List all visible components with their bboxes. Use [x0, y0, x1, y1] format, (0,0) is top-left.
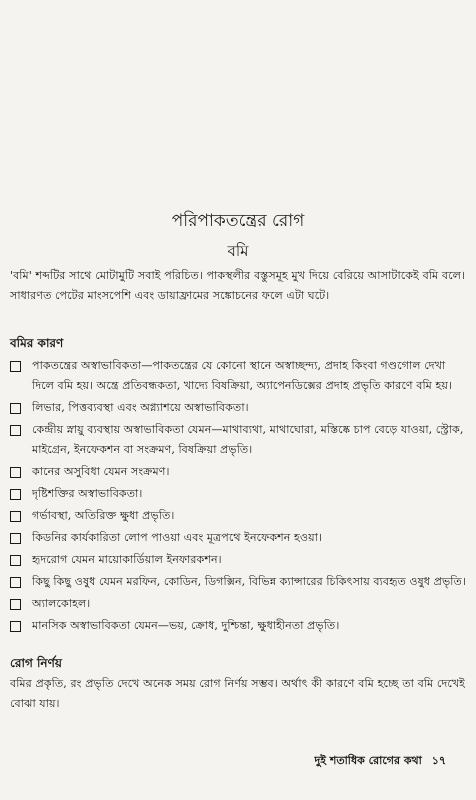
section-title: বমি [227, 242, 249, 260]
checkbox-bullet-icon [10, 425, 21, 436]
checkbox-bullet-icon [10, 403, 21, 414]
page-number: ১৭ [431, 754, 446, 767]
diagnosis-paragraph: বমির প্রকৃতি, রং প্রভৃতি দেখে অনেক সময় রোগ নির্ণয় সম্ভব। অর্থাৎ কী কারণে বমি হচ্ছে তা বমি দেখেই বোঝা যায়। [10, 677, 465, 710]
diagnosis-heading: রোগ নির্ণয় [10, 656, 62, 670]
checkbox-bullet-icon [10, 599, 21, 610]
checkbox-bullet-icon [10, 467, 21, 478]
checkbox-bullet-icon [10, 577, 21, 588]
checkbox-bullet-icon [10, 533, 21, 544]
list-item-text: মানসিক অস্বাভাবিকতা যেমন—ভয়, ক্রোধ, দুশ্চিন্তা, ক্ষুধাহীনতা প্রভৃতি। [32, 619, 340, 632]
list-item [10, 594, 466, 614]
list-item [10, 420, 466, 460]
checkbox-bullet-icon [10, 361, 21, 372]
list-item-text: কানের অসুবিধা যেমন সংক্রমণ। [32, 465, 170, 478]
intro-paragraph: 'বমি' শব্দটির সাথে মোটামুটি সবাই পরিচিত। পাকস্থলীর বস্তুসমূহ মুখ দিয়ে বেরিয়ে আসাটাকেই বমি বলে। সাধারণত পেটের মাংসপেশি এবং ডায়াফ্রামের সঙ্কোচনের ফলে এটা ঘটে। [10, 269, 465, 302]
list-item [10, 484, 466, 504]
list-item-text: কেন্দ্রীয় স্নায়ু ব্যবস্থায় অস্বাভাবিকতা যেমন—মাথাব্যথা, মাথাঘোরা, মস্তিষ্কে চাপ বেড়ে যাওয়া, স্ট্রোক, মাইগ্রেন, ইনফেকশন বা সংক্রমণ, বিষক্রিয়া প্রভৃতি। [32, 423, 464, 456]
list-item-text: অ্যালকোহল। [32, 597, 91, 610]
chapter-title: পরিপাকতন্ত্রের রোগ [171, 211, 305, 231]
list-item-text: হৃদরোগ যেমন মায়োকার্ডিয়াল ইনফারকশন। [32, 553, 222, 566]
list-item [10, 528, 466, 548]
list-item [10, 462, 466, 482]
list-item-text: কিডনির কার্যকারিতা লোপ পাওয়া এবং মূত্রপথে ইনফেকশন হওয়া। [32, 531, 322, 544]
footer-book-title: দুই শতাধিক রোগের কথা [314, 754, 422, 767]
causes-list [10, 356, 466, 638]
checkbox-bullet-icon [10, 489, 21, 500]
list-item-text: পাকতন্ত্রের অস্বাভাবিকতা—পাকতন্ত্রের যে কোনো স্থানে অস্বাচ্ছন্দ্য, প্রদাহ কিংবা গণ্ডগোল দেখা দিলে বমি হয়। অন্ত্রে প্রতিবন্ধকতা, খাদ্যে বিষক্রিয়া, অ্যাপেনডিক্সের প্রদাহ প্রভৃতি কারণে বমি হয়। [32, 359, 452, 392]
list-item [10, 398, 466, 418]
page-footer [309, 752, 446, 771]
checkbox-bullet-icon [10, 621, 21, 632]
list-item [10, 356, 466, 396]
list-item-text: দৃষ্টিশক্তির অস্বাভাবিকতা। [32, 487, 143, 500]
list-item [10, 506, 466, 526]
list-item [10, 616, 466, 636]
list-item-text: কিছু কিছু ওষুধ যেমন মরফিন, কোডিন, ডিগক্সিন, বিভিন্ন ক্যান্সারের চিকিৎসায় ব্যবহৃত ওষুধ প্রভৃতি। [32, 575, 466, 588]
checkbox-bullet-icon [10, 511, 21, 522]
list-item-text: লিভার, পিত্তব্যবস্থা এবং অগ্ন্যাশয়ে অস্বাভাবিকতা। [32, 401, 249, 414]
list-item [10, 572, 466, 592]
causes-heading: বমির কারণ [10, 336, 64, 350]
checkbox-bullet-icon [10, 555, 21, 566]
list-item [10, 550, 466, 570]
list-item-text: গর্ভাবস্থা, অতিরিক্ত ক্ষুধা প্রভৃতি। [32, 509, 175, 522]
